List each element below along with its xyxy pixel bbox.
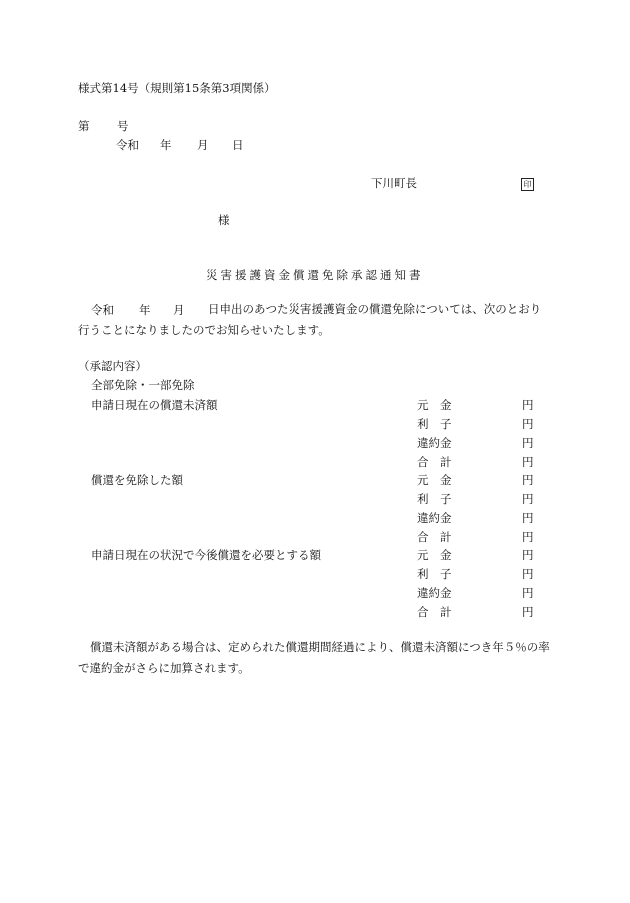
yen-unit: 円 — [522, 548, 534, 562]
yen-unit: 円 — [522, 492, 534, 506]
exemption-type: 全部免除・一部免除 — [91, 378, 195, 392]
date-year: 年 — [160, 138, 172, 152]
intro-era: 令和 — [91, 303, 114, 317]
intro-text: 日申出のあつた災害援護資金の償還免除については、次のとおり行うことになりましたのでお知らせいたします。 — [78, 302, 542, 337]
seal-box: 印 — [521, 178, 534, 191]
doc-number-dai: 第 — [78, 119, 90, 133]
item-principal: 元 金 — [417, 398, 452, 412]
date-month: 月 — [197, 138, 209, 152]
item-penalty: 違約金 — [417, 511, 452, 525]
group-label-exempted: 償還を免除した額 — [91, 473, 183, 487]
group-label-unpaid: 申請日現在の償還未済額 — [91, 398, 218, 412]
yen-unit: 円 — [522, 511, 534, 525]
item-total: 合 計 — [417, 455, 452, 469]
group-label-remaining: 申請日現在の状況で今後償還を必要とする額 — [91, 548, 321, 562]
document-title: 災害援護資金償還免除承認通知書 — [206, 268, 424, 282]
yen-unit: 円 — [522, 417, 534, 431]
item-total: 合 計 — [417, 605, 452, 619]
intro-month: 月 — [173, 303, 185, 317]
yen-unit: 円 — [522, 605, 534, 619]
item-penalty: 違約金 — [417, 436, 452, 450]
date-era: 令和 — [116, 138, 139, 152]
penalty-note: 償還未済額がある場合は、定められた償還期間経過により、償還未済額につき年５％の率で違約金がさらに加算されます。 — [78, 640, 550, 675]
item-interest: 利 子 — [417, 417, 452, 431]
seal-mark — [521, 175, 534, 191]
item-principal: 元 金 — [417, 473, 452, 487]
section-label: （承認内容） — [78, 359, 147, 373]
form-number: 様式第14号（規則第15条第3項関係） — [78, 81, 276, 95]
item-interest: 利 子 — [417, 567, 452, 581]
yen-unit: 円 — [522, 398, 534, 412]
item-penalty: 違約金 — [417, 586, 452, 600]
item-interest: 利 子 — [417, 492, 452, 506]
yen-unit: 円 — [522, 586, 534, 600]
yen-unit: 円 — [522, 567, 534, 581]
yen-unit: 円 — [522, 473, 534, 487]
item-principal: 元 金 — [417, 548, 452, 562]
item-total: 合 計 — [417, 530, 452, 544]
intro-year: 年 — [139, 303, 151, 317]
doc-number-go: 号 — [117, 119, 129, 133]
yen-unit: 円 — [522, 530, 534, 544]
date-day: 日 — [232, 138, 244, 152]
yen-unit: 円 — [522, 436, 534, 450]
issuer-name: 下川町長 — [371, 176, 417, 190]
recipient-honorific: 様 — [218, 213, 230, 227]
yen-unit: 円 — [522, 455, 534, 469]
